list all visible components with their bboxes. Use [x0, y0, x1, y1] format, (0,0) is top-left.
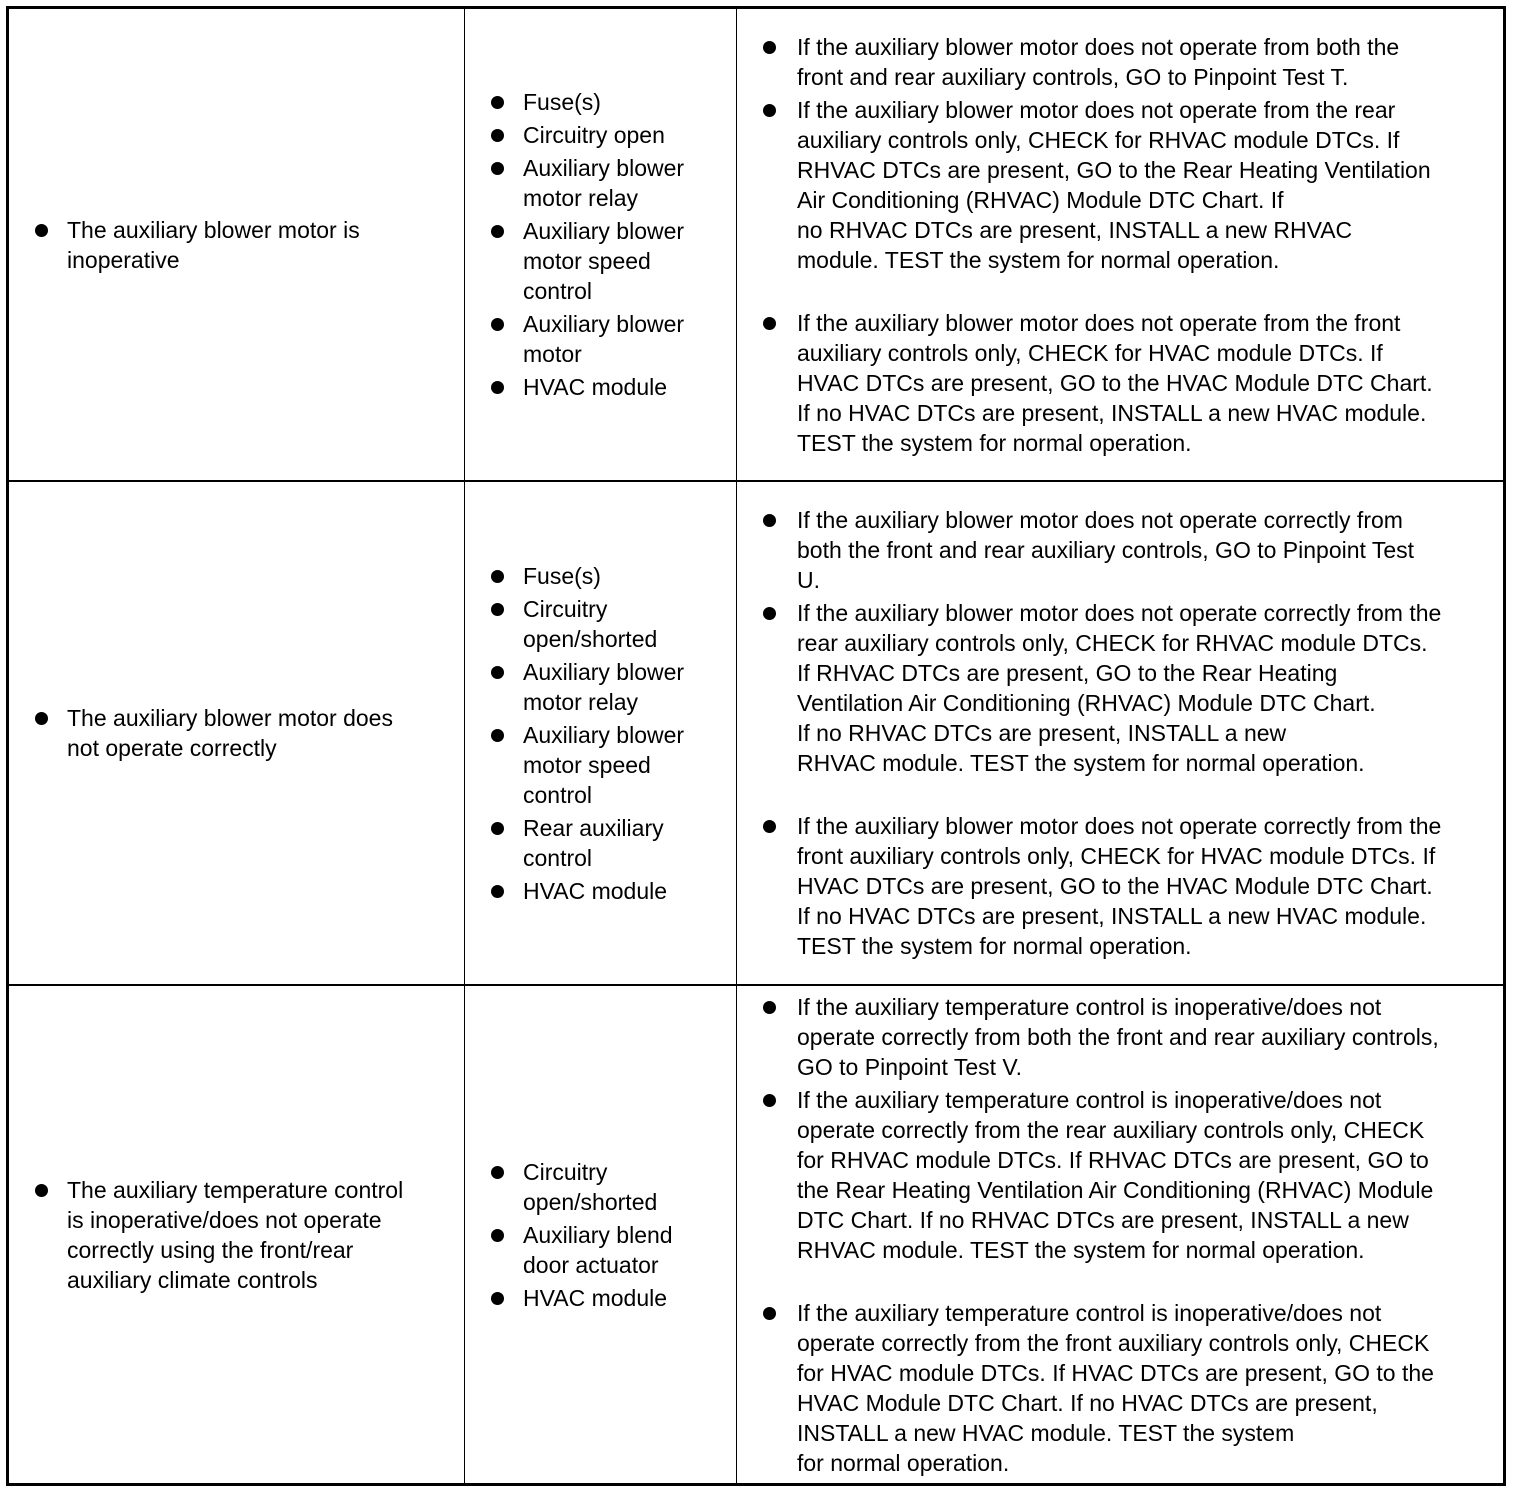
list-item — [489, 657, 728, 717]
list-item — [489, 372, 728, 402]
list-item — [489, 153, 728, 213]
bullet-icon — [491, 162, 504, 175]
list-item — [489, 87, 728, 117]
bullet-icon — [763, 514, 776, 527]
bullet-icon — [491, 129, 504, 142]
list-item — [761, 811, 1497, 961]
source-cell — [465, 482, 737, 984]
list-item — [761, 308, 1497, 458]
condition-text: The auxiliary temperature control is inoperative/does not operate correctly using the front/rear auxiliary climate controls — [67, 1176, 404, 1293]
list-item — [761, 598, 1497, 778]
bullet-icon — [763, 104, 776, 117]
bullet-icon — [763, 820, 776, 833]
list-item — [33, 1175, 450, 1295]
spacer — [761, 1266, 1497, 1296]
action-text: If the auxiliary blower motor does not operate from the rear auxiliary controls only, CHECK for RHVAC module DTCs. If RHVAC DTCs are present, GO to the Rear Heating Ventilation Air Conditioning (RHVAC) Module DTC Chart. If no RHVAC DTCs are present, INSTALL a new RHVAC module. TEST the system for normal operation. — [797, 96, 1431, 273]
bullet-icon — [763, 1307, 776, 1320]
bullet-icon — [35, 712, 48, 725]
bullet-icon — [763, 1094, 776, 1107]
list-item — [489, 594, 728, 654]
source-text: Circuitry open — [523, 122, 665, 148]
source-text: Auxiliary blower motor relay — [523, 658, 685, 715]
source-text: HVAC module — [523, 1284, 668, 1311]
bullet-icon — [491, 1166, 504, 1179]
action-text: If the auxiliary blower motor does not operate correctly from both the front and rear auxiliary controls, GO to Pinpoint Test U. — [797, 507, 1415, 593]
bullet-icon — [35, 1184, 48, 1197]
bullet-icon — [491, 729, 504, 742]
bullet-icon — [491, 318, 504, 331]
action-cell — [737, 9, 1503, 480]
bullet-icon — [763, 41, 776, 54]
bullet-icon — [491, 1229, 504, 1242]
action-text: If the auxiliary blower motor does not operate correctly from the front auxiliary controls only, CHECK for HVAC module DTCs. If HVAC DTCs are present, GO to the HVAC Module DTC Chart. If no HVAC DTCs are present, INSTALL a new HVAC module. TEST the system for normal operation. — [797, 813, 1442, 959]
list-item — [489, 876, 728, 906]
bullet-icon — [35, 224, 48, 237]
condition-text: The auxiliary blower motor does not operate correctly — [67, 705, 393, 761]
source-text: Circuitry open/shorted — [523, 1158, 658, 1215]
source-cell — [465, 9, 737, 480]
list-item — [761, 32, 1497, 92]
source-text: Fuse(s) — [523, 89, 601, 115]
list-item — [33, 215, 450, 275]
list-item — [489, 813, 728, 873]
list-item — [489, 309, 728, 369]
action-cell — [737, 482, 1503, 984]
table-row — [9, 9, 1503, 482]
bullet-icon — [491, 822, 504, 835]
list-item — [761, 95, 1497, 275]
list-item — [489, 561, 728, 591]
bullet-icon — [491, 603, 504, 616]
list-item — [761, 505, 1497, 595]
bullet-icon — [763, 317, 776, 330]
action-text: If the auxiliary blower motor does not operate from the front auxiliary controls only, CHECK for HVAC module DTCs. If HVAC DTCs are present, GO to the HVAC Module DTC Chart. If no HVAC DTCs are present, INSTALL a new HVAC module. TEST the system for normal operation. — [797, 309, 1433, 456]
source-text: Auxiliary blower motor — [523, 311, 685, 367]
spacer — [761, 276, 1497, 306]
action-text: If the auxiliary temperature control is inoperative/does not operate correctly from the front auxiliary controls only, CHECK for HVAC module DTCs. If HVAC DTCs are present, GO to the HVAC Module DTC Chart. If no HVAC DTCs are present, INSTALL a new HVAC module. TEST the system for normal operation. — [797, 1299, 1434, 1476]
spacer — [761, 780, 1497, 810]
bullet-icon — [491, 96, 504, 109]
source-text: Auxiliary blend door actuator — [523, 1221, 673, 1278]
bullet-icon — [763, 607, 776, 620]
list-item — [489, 1157, 728, 1217]
source-text: Auxiliary blower motor speed control — [523, 218, 685, 304]
list-item — [489, 1283, 728, 1313]
source-text: Auxiliary blower motor relay — [523, 155, 685, 211]
source-text: Fuse(s) — [523, 562, 601, 589]
bullet-icon — [491, 666, 504, 679]
list-item — [489, 120, 728, 150]
source-text: Circuitry open/shorted — [523, 595, 658, 652]
list-item — [761, 1085, 1497, 1265]
table-row — [9, 482, 1503, 986]
bullet-icon — [491, 570, 504, 583]
diagnostic-table — [6, 6, 1506, 1486]
list-item — [761, 1298, 1497, 1478]
source-cell — [465, 986, 737, 1483]
table-row — [9, 986, 1503, 1483]
condition-cell — [9, 482, 465, 984]
bullet-icon — [491, 1292, 504, 1305]
bullet-icon — [491, 885, 504, 898]
list-item — [489, 216, 728, 306]
list-item — [489, 720, 728, 810]
action-text: If the auxiliary blower motor does not operate from both the front and rear auxiliary controls, GO to Pinpoint Test T. — [797, 33, 1400, 90]
bullet-icon — [763, 1001, 776, 1014]
bullet-icon — [491, 225, 504, 238]
action-cell — [737, 986, 1503, 1483]
action-text: If the auxiliary blower motor does not operate correctly from the rear auxiliary controls only, CHECK for RHVAC module DTCs. If RHVAC DTCs are present, GO to the Rear Heating Ventilation Air Conditioning (RHVAC) Module DTC Chart. If no RHVAC DTCs are present, INSTALL a new RHVAC module. TEST the system for normal operation. — [797, 600, 1442, 776]
source-text: HVAC module — [523, 877, 668, 904]
list-item — [489, 1220, 728, 1280]
bullet-icon — [491, 381, 504, 394]
source-text: HVAC module — [523, 374, 668, 400]
action-text: If the auxiliary temperature control is inoperative/does not operate correctly from both the front and rear auxiliary controls, GO to Pinpoint Test V. — [797, 993, 1439, 1080]
list-item — [33, 703, 450, 763]
source-text: Rear auxiliary control — [523, 814, 664, 871]
condition-cell — [9, 986, 465, 1483]
source-text: Auxiliary blower motor speed control — [523, 721, 685, 808]
condition-cell — [9, 9, 465, 480]
list-item — [761, 992, 1497, 1082]
condition-text: The auxiliary blower motor is inoperative — [67, 216, 360, 273]
action-text: If the auxiliary temperature control is inoperative/does not operate correctly from the rear auxiliary controls only, CHECK for RHVAC module DTCs. If RHVAC DTCs are present, GO to the Rear Heating Ventilation Air Conditioning (RHVAC) Module DTC Chart. If no RHVAC DTCs are present, INSTALL a new RHVAC module. TEST the system for normal operation. — [797, 1086, 1434, 1263]
